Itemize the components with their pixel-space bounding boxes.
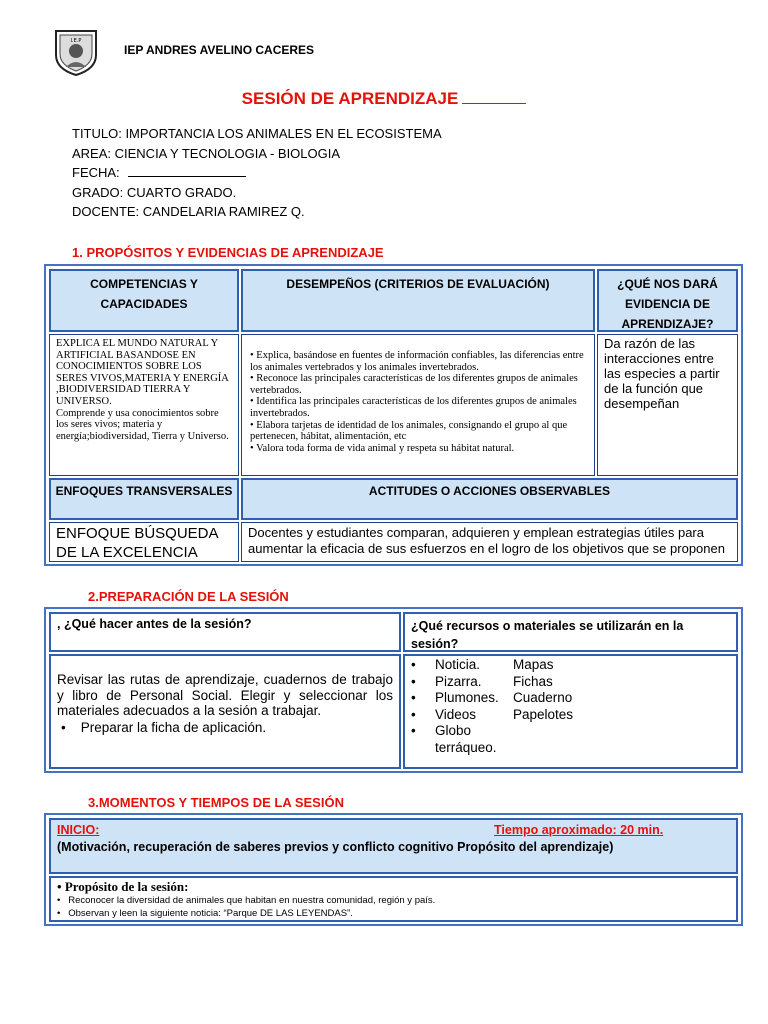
docente-line: DOCENTE: CANDELARIA RAMIREZ Q. (72, 204, 305, 219)
inicio-label: INICIO: (57, 823, 100, 837)
section-3-heading: 3.MOMENTOS Y TIEMPOS DE LA SESIÓN (88, 795, 344, 810)
fecha-line (72, 163, 442, 183)
recurso-item (411, 657, 730, 674)
school-crest-logo (52, 27, 100, 77)
titulo-line: TITULO: IMPORTANCIA LOS ANIMALES EN EL ECOSISTEMA (72, 126, 442, 141)
bullet-icon: • (411, 690, 416, 705)
section-2-heading: 2.PREPARACIÓN DE LA SESIÓN (88, 589, 289, 604)
bullet-icon: • (57, 895, 69, 906)
competencias-cell (49, 334, 239, 476)
recurso-a: Pizarra. (435, 673, 482, 689)
fecha-label: FECHA: (72, 165, 120, 180)
antes-bullet-item: • Preparar la ficha de aplicación. (61, 719, 267, 735)
inicio-item-text: Observan y leen la siguiente noticia: “Parque DE LAS LEYENDAS”. (68, 908, 353, 919)
moments-table (44, 813, 743, 926)
antes-header: , ¿Qué hacer antes de la sesión? (49, 612, 401, 652)
session-info (72, 124, 442, 222)
grado-line: GRADO: CUARTO GRADO. (72, 184, 237, 200)
fecha-blank (128, 165, 246, 177)
bullet-icon: • (411, 706, 416, 722)
enfoques-header: ENFOQUES TRANSVERSALES (49, 478, 239, 520)
desempeno-item: • Reconoce las principales características de los diferentes grupos de animales vertebrados. (250, 373, 578, 396)
motivacion-text: (Motivación, recuperación de saberes previos y conflicto cognitivo Propósito del aprendizaje) (57, 840, 614, 854)
recurso-a: Globo terráqueo. (435, 723, 497, 755)
competencia-main: EXPLICA EL MUNDO NATURAL Y ARTIFICIAL BASANDOSE EN CONOCIMIENTOS SOBRE LOS SERES VIVOS,MATERIA Y ENERGÍA ,BIODIVERSIDAD TIERRA Y UNIVERSO. (56, 338, 229, 407)
evidencia-header: ¿QUÉ NOS DARÁ EVIDENCIA DE APRENDIZAJE? (597, 269, 738, 332)
section-1-heading: 1. PROPÓSITOS Y EVIDENCIAS DE APRENDIZAJE (72, 245, 384, 260)
recursos-list (411, 657, 730, 756)
area-line: AREA: CIENCIA Y TECNOLOGIA - BIOLOGIA (72, 145, 341, 161)
bullet-icon: • (411, 657, 416, 672)
desempeno-item: • Identifica las principales características de los diferentes grupos de animales invertebrados. (250, 396, 577, 419)
inicio-body (49, 876, 738, 922)
proposito-label-text: Propósito de la sesión: (64, 879, 189, 894)
competencias-header: COMPETENCIAS Y CAPACIDADES (49, 269, 239, 332)
recurso-b: Papelotes (513, 706, 574, 722)
antes-text: Revisar las rutas de aprendizaje, cuadernos de trabajo y libro de Personal Social. Elegir y seleccionar los materiales adecuados a la sesión a trabajar. (57, 672, 393, 718)
svg-text:I.E.P: I.E.P (70, 38, 82, 44)
school-name: IEP ANDRES AVELINO CACERES (124, 43, 315, 57)
actitud-cell: Docentes y estudiantes comparan, adquieren y emplean estrategias útiles para aumentar la eficacia de sus esfuerzos en el logro de los objetivos que se proponen (241, 522, 738, 562)
bullet-icon: • (411, 723, 416, 738)
session-number-blank (462, 89, 526, 104)
preparation-table (44, 607, 743, 773)
recurso-b: Cuaderno (513, 690, 573, 705)
recurso-b: Mapas (513, 657, 554, 672)
recurso-item (411, 690, 730, 707)
inicio-header (49, 818, 738, 874)
recursos-header: ¿Qué recursos o materiales se utilizarán en la sesión? (403, 612, 738, 652)
actitudes-header: ACTITUDES O ACCIONES OBSERVABLES (241, 478, 738, 520)
bullet-icon: • (411, 673, 416, 689)
tiempo-label: Tiempo aproximado: 20 min. (494, 823, 664, 837)
capacidad-text: Comprende y usa conocimientos sobre los seres vivos; materia y energía;biodiversidad, Tierra y Universo. (56, 407, 229, 442)
recurso-a: Plumones. (435, 690, 499, 705)
bullet-icon: • (57, 908, 69, 919)
enfoque-cell: ENFOQUE BÚSQUEDA DE LA EXCELENCIA (49, 522, 239, 562)
desempenos-cell (241, 334, 595, 476)
recurso-item (411, 674, 730, 691)
desempeno-item: • Explica, basándose en fuentes de información confiables, las diferencias entre los animales vertebrados y los animales invertebrados. (250, 350, 584, 373)
evidencia-cell: Da razón de las interacciones entre las especies a partir de la función que desempeñan (597, 334, 738, 476)
antes-cell (49, 654, 401, 769)
proposito-label: • Propósito de la sesión: (57, 879, 189, 894)
inicio-items (57, 894, 730, 920)
desempeno-item: • Elabora tarjetas de identidad de los animales, consignando el grupo al que pertenecen, hábitat, alimentación, etc (250, 419, 568, 443)
recurso-b: Fichas (513, 673, 553, 689)
inicio-item-text: Reconocer la diversidad de animales que habitan en nuestra comunidad, región y país. (68, 895, 436, 906)
recursos-cell (403, 654, 738, 769)
desempenos-header: DESEMPEÑOS (CRITERIOS DE EVALUACIÓN) (241, 269, 595, 332)
desempeno-item: • Valora toda forma de vida animal y respeta su hábitat natural. (250, 442, 515, 454)
recurso-item (411, 723, 730, 756)
inicio-item (57, 894, 730, 907)
recurso-a: Noticia. (435, 657, 481, 672)
inicio-item (57, 907, 730, 920)
recurso-item (411, 707, 730, 724)
recurso-a: Videos (435, 706, 477, 722)
page-title (0, 89, 768, 109)
antes-bullet-text: Preparar la ficha de aplicación. (80, 719, 267, 735)
page-title-text: SESIÓN DE APRENDIZAJE (241, 89, 459, 108)
purposes-table (44, 264, 743, 566)
desempenos-list (250, 350, 586, 454)
